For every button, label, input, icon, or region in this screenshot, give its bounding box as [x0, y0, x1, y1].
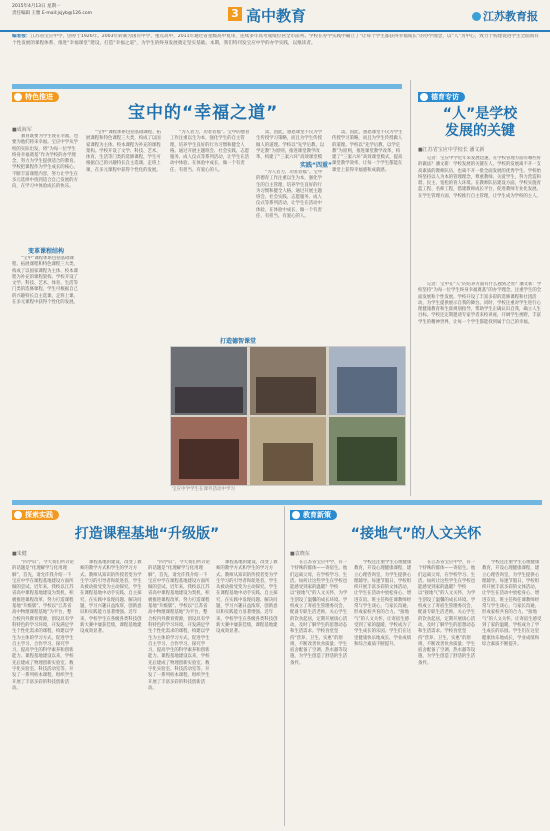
tag-dot-icon [14, 93, 22, 101]
page-header [0, 0, 550, 32]
main-column-1b [12, 256, 80, 496]
main-column-4 [256, 130, 326, 160]
photo-collage-image [171, 347, 405, 485]
bottom-right-byline: ■袁晓东 [290, 551, 310, 557]
tag-dot-icon [420, 93, 428, 101]
bottom-left-col-2-text: 课程基地的建设，改变了教师的教学方式和学生的学习方式。教师从知识的传授者变为学生学习的引导者和促进者，学生从被动接受变为主动探究。学生在课程基地中动手实践、自主探究，在实践中发现问题、解决问题，学习兴趣日益浓厚，创新意识和实践能力显著增强。近年来，学校学生在各级各类科技创新大赛中屡获佳绩，课程基地建设成效显著。 [80, 560, 142, 635]
tag-dot-icon [292, 511, 300, 519]
column-rule-2 [284, 506, 285, 826]
main-column-5-text: 需，因此，感恩课堂不仅为学生传授学习策略，而且为学生传授做人的道理。学校以“先学后教、以学定教”为原则，推进课堂教学改革，构建了“三案六环”高效课堂模式，提高课堂教学效率，让每一个学生都能在课堂上获得幸福感和成就感。 [332, 130, 403, 173]
bottom-right-col-2-text: 学校还注重学生心理健康教育，开设心理健康课程，建立心理咨询室，为学生提供心理辅导。每逢节假日，学校组织开展丰富多彩的文体活动，让学生在活动中放松身心、增进友谊。班主任和任课教师经常与学生谈心，与家长沟通，形成家校共育的合力。“接地气”的人文关怀，让寄宿生感受到了家的温暖，学校成为了学生成长的乐园。学生们在这里健康快乐地成长，学业成绩和综合素质不断提升。 [354, 560, 412, 647]
section-number: 3 [228, 7, 242, 21]
bottom-right-headline: “接地气”的人文关怀 [350, 526, 482, 542]
header-meta [12, 3, 92, 17]
bottom-right-col-4-text: 学校还注重学生心理健康教育，开设心理健康课程，建立心理咨询室，为学生提供心理辅导。每逢节假日，学校组织开展丰富多彩的文体活动，让学生在活动中放松身心、增进友谊。班主任和任课教师经常与学生谈心，与家长沟通，形成家校共育的合力。“接地气”的人文关怀，让寄宿生感受到了家的温暖，学校成为了学生成长的乐园。学生们在这里健康快乐地成长，学业成绩和综合素质不断提升。 [482, 560, 542, 647]
main-column-4b [256, 170, 326, 332]
bottom-right-col-1-text: 在江苏省宝应中学，有一个特殊的群体——寄宿生。他们远离父母，在学校学习、生活。如何让这些学生在学校也能感受到家的温暖？学校以“接地气”的人文关怀，为学生创设了温馨的成长环境。学校成立了寄宿生管理委员会，配备专职生活老师，关心学生的饮食起居，定期开展谈心活动，及时了解学生的思想动态和生活需求。学校食堂坚持“营养、卫生、实惠”的原则，不断改善伙食质量；学生宿舍配备了空调、热水器等设施，为学生创造了舒适的生活条件。 [290, 560, 348, 666]
bottom-right-col-1 [290, 560, 348, 826]
subhead-2: 实践“四重” [300, 162, 332, 169]
main-column-1 [12, 134, 80, 244]
bottom-left-byline: ■朱健 [12, 551, 27, 557]
bottom-left-col-4 [216, 560, 278, 826]
brand-name: 江苏教育报 [483, 10, 538, 23]
bottom-right-col-2 [354, 560, 412, 826]
bottom-right-col-3-text: 在江苏省宝应中学，有一个特殊的群体——寄宿生。他们远离父母，在学校学习、生活。如何让这些学生在学校也能感受到家的温暖？学校以“接地气”的人文关怀，为学生创设了温馨的成长环境。学校成立了寄宿生管理委员会，配备专职生活老师，关心学生的饮食起居，定期开展谈心活动，及时了解学生的思想动态和生活需求。学校食堂坚持“营养、卫生、实惠”的原则，不断改善伙食质量；学生宿舍配备了空调、热水器等设施，为学生创造了舒适的生活条件。 [418, 560, 476, 666]
main-column-2-text: “宝中”课程体系包括基础课程、拓展课程和特色课程三大类，构成了以国家课程为主体、校本课程为补充的课程架构。学校开设了文学、科技、艺术、体育、生活等门类的选修课程，学生可根据自己的兴趣特长自主选课，走班上课，在多元课程中获得个性化的发展。 [86, 130, 162, 173]
bottom-left-headline: 打造课程基地“升级版” [74, 526, 220, 542]
tag-tese-label: 特色推进 [25, 93, 53, 101]
editor-note [12, 34, 540, 74]
bottom-right-col-4 [482, 560, 542, 826]
brand-logo-icon [472, 12, 481, 21]
interview-headline-line2: 发展的关键 [445, 123, 515, 139]
main-column-2 [86, 130, 164, 494]
tag-deyu-label: 德育专访 [431, 93, 459, 101]
bottom-left-col-3 [148, 560, 210, 826]
bottom-left-col-1 [12, 560, 74, 826]
subhead-1: 变革课程结构 [28, 248, 65, 255]
interview-column [418, 156, 542, 280]
tag-dot-icon [14, 511, 22, 519]
interview-headline [418, 106, 542, 140]
main-byline: ■成海军 [12, 127, 32, 133]
interview-column-text: 记者：宝应中学近年来发展迅速，在学校管理方面有哪些好的做法？潘文新：学校发展的关键在人，学校的发展离不开一支高素质的教师队伍，也离不开一批全面发展的优秀学生。学校始终坚持以人为本的管理理念，尊重教师、关爱学生，努力营造和谐、民主、宽松的育人环境。在教师队伍建设方面，学校实施青蓝工程、名师工程，搭建教师成长平台，促进教师专业化发展。在学生管理方面，学校推行自主管理，让学生成为学校的主人。 [418, 156, 542, 199]
interview-headline-line1: “人”是学校 [442, 106, 518, 122]
editor-note-label: 编者按： [12, 34, 31, 39]
tag-tansuo [12, 510, 59, 520]
main-column-4b-text: “为人者力，功者者福”。宝中的德育工作注重以生为本，强化学生的自主管理，培养学生良好的行为习惯和健全人格。通过开展主题班会、社会实践、志愿服务、成人仪式等系列活动，让学生在活动中体验、在体验中成长，做一个有责任、有担当、有爱心的人。 [256, 170, 323, 220]
interview-byline: ■江苏省宝应中学校长 潘文新 [418, 147, 485, 153]
divider-bar [12, 84, 402, 89]
editor-note-text: 江苏省宝应中学，创办于1926年。2003年转制为国有中学、重点高中，2011年通过省星级高中复审，连续多年高考成绩位居全市前列。学校在办学实践中确立了“让每个学生都获得幸福成长”的办学理念，以“人”为中心，致力于构建促进学生全面而有个性发展的课程体系，推进“幸福课堂”建设，打造“幸福之道”，为学生的终身发展奠定坚实基础。本期，我们特刊发宝应中学的办学实践，以飨读者。 [12, 34, 539, 46]
interview-column-2 [418, 282, 542, 494]
main-column-1-text: 教育既要为学生现在幸福，也要为他们将来幸福。宝应中学从学校的实际出发，将“为每一位学生终身幸福奠基”作为学校的办学理念，努力为学生提供适合的教育。学校把课程作为学生成长的核心，不断丰富课程内容，努力让学生在多元选择中找到适合自己发展的方向，在学习中体验成长的快乐。 [12, 134, 79, 190]
main-headline: 宝中的“幸福之道” [128, 103, 279, 123]
bottom-left-col-1-text: “四学识”，今天我们所讨论的话题是“化理解学与化用理解”，首先，请允许我介绍一下宝应中学在课程基地建设方面所做的尝试。近年来，我校以江苏省高中课程基地建设为契机，积极推进课程改革，努力打造课程基地“升级版”。学校以“江苏省高中物理课程基地”为平台，整合校内外教育资源，创设具有学科特色的学习环境，开发满足学生个性化需求的课程，构建以学生为主体的学习方式，促进学生自主学习、合作学习、探究学习，提高学生的科学素养和创新能力。课程基地建设以来，学校先后建成了物理创新实验室、数字化实验室、科技活动室等，开发了一系列校本课程，组织学生开展了丰富多彩的科技创新活动。 [12, 560, 74, 691]
newspaper-brand [472, 8, 538, 24]
photo-collage [170, 346, 406, 486]
bottom-left-col-3-text: “四学识”，今天我们所讨论的话题是“化理解学与化用理解”，首先，请允许我介绍一下宝应中学在课程基地建设方面所做的尝试。近年来，我校以江苏省高中课程基地建设为契机，积极推进课程改革，努力打造课程基地“升级版”。学校以“江苏省高中物理课程基地”为平台，整合校内外教育资源，创设具有学科特色的学习环境，开发满足学生个性化需求的课程，构建以学生为主体的学习方式，促进学生自主学习、合作学习、探究学习，提高学生的科学素养和创新能力。课程基地建设以来，学校先后建成了物理创新实验室、数字化实验室、科技活动室等，开发了一系列校本课程，组织学生开展了丰富多彩的科技创新活动。 [148, 560, 210, 691]
tag-jiaoyu [290, 510, 337, 520]
bottom-right-col-3 [418, 560, 476, 826]
tag-deyu [418, 92, 465, 102]
main-column-5 [332, 130, 404, 332]
main-column-1b-text: “宝中”课程体系包括基础课程、拓展课程和特色课程三大类，构成了以国家课程为主体、校本课程为补充的课程架构。学校开设了文学、科技、艺术、体育、生活等门类的选修课程，学生可根据自己的兴趣特长自主选课，走班上课，在多元课程中获得个性化的发展。 [12, 256, 78, 306]
tag-tansuo-label: 探索实践 [25, 511, 53, 519]
divider-bar-2 [12, 500, 542, 505]
subhead-3: 打造德智课堂 [220, 338, 257, 345]
main-column-4-text: 需，因此，感恩课堂不仅为学生传授学习策略，而且为学生传授做人的道理。学校以“先学后教、以学定教”为原则，推进课堂教学改革，构建了“三案六环”高效课堂模 [256, 130, 325, 160]
photo-caption: 宝应中学学生在课外活动中学习 [172, 487, 235, 492]
bottom-left-col-4-text: 课程基地的建设，改变了教师的教学方式和学生的学习方式。教师从知识的传授者变为学生学习的引导者和促进者，学生从被动接受变为主动探究。学生在课程基地中动手实践、自主探究，在实践中发现问题、解决问题，学习兴趣日益浓厚，创新意识和实践能力显著增强。近年来，学校学生在各级各类科技创新大赛中屡获佳绩，课程基地建设成效显著。 [216, 560, 278, 635]
editor-line: 责任编辑 王雅 E-mail:jsjyb@126.com [12, 11, 92, 16]
main-column-3-text: “为人者力，功者者福”。宝中的德育工作注重以生为本，强化学生的自主管理，培养学生良好的行为习惯和健全人格。通过开展主题班会、社会实践、志愿服务、成人仪式等系列活动，让学生在活动中体验、在体验中成长，做一个有责任、有担当、有爱心的人。 [170, 130, 250, 173]
section-title: 高中教育 [246, 7, 307, 25]
tag-tese [12, 92, 59, 102]
bottom-left-col-2 [80, 560, 142, 826]
tag-jiaoyu-label: 教育新策 [303, 511, 331, 519]
date-line: 2015年4月13日 星期一 [12, 4, 61, 9]
column-rule [410, 80, 411, 496]
interview-column-2-text: 记者：宝中在“人”的培养方面有什么独到之处？潘文新：学校坚持“为每一位学生终身幸福奠基”的办学理念，注重学生的全面发展和个性发展。学校开设了丰富多彩的选修课程和社团活动，为学生提供展示自我的舞台。同时，学校注重对学生进行心理健康教育和生涯规划指导，帮助学生正确认识自我，确立人生目标。学校还定期邀请专家学者来校讲座，开阔学生视野，丰富学生的精神世界，让每一个学生都能找到属于自己的幸福。 [418, 282, 542, 325]
main-column-3 [170, 130, 250, 330]
